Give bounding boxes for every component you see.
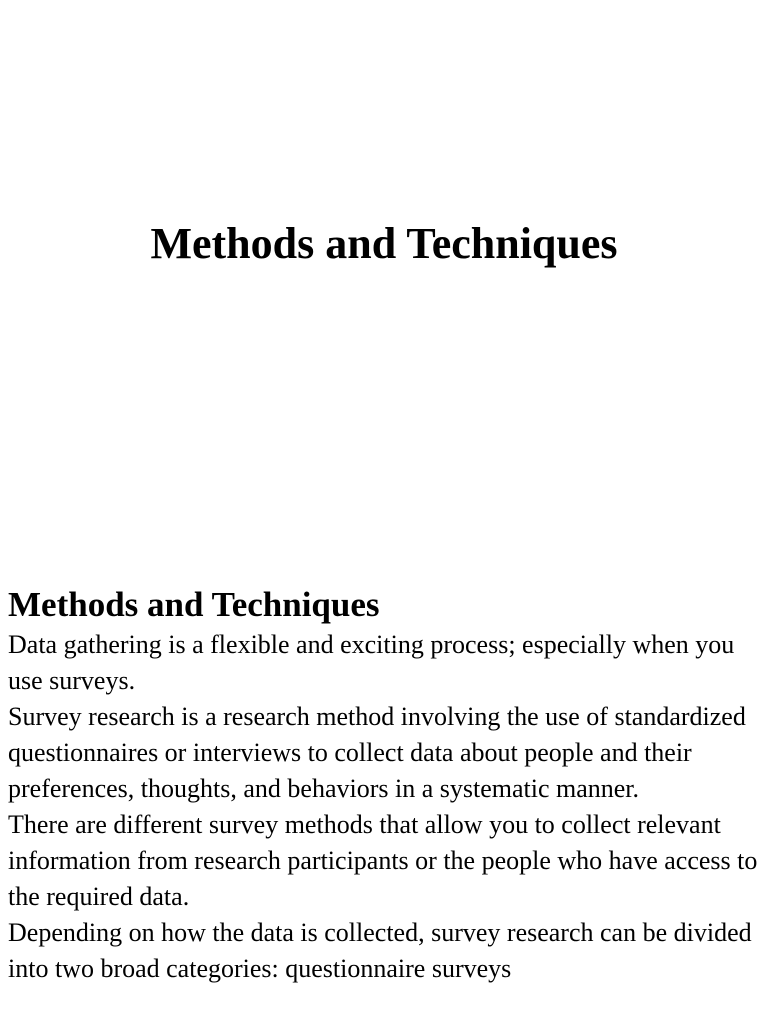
content-section [8, 583, 760, 987]
paragraph-intro: Data gathering is a flexible and exciting process; especially when you use surveys. [8, 630, 735, 695]
paragraph-survey-definition: Survey research is a research method involving the use of standardized questionnaires or interviews to collect data about people and their preferences, thoughts, and behaviors in a systematic manner. [8, 702, 746, 803]
slide-title: Methods and Techniques [150, 219, 618, 268]
paragraph-categories: Depending on how the data is collected, survey research can be divided into two broad categories: questionnaire surveys [8, 918, 752, 983]
section-heading: Methods and Techniques [8, 585, 380, 624]
paragraph-survey-methods: There are different survey methods that allow you to collect relevant information from research participants or the people who have access to the required data. [8, 810, 758, 911]
